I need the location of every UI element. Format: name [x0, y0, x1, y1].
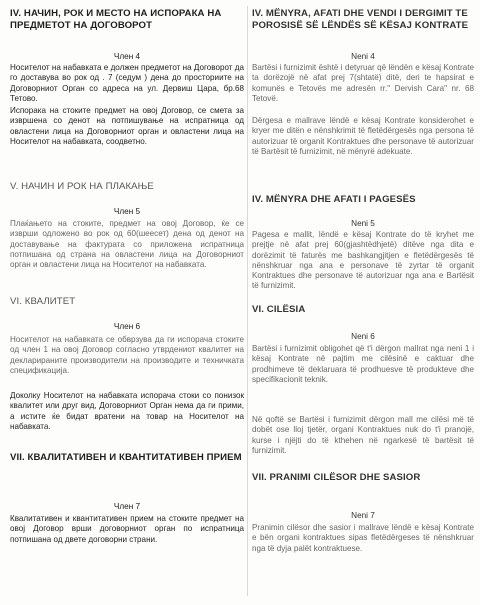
article-7-title: Член 7 [113, 502, 141, 511]
article-4-title: Член 4 [113, 52, 141, 61]
article-5-title: Член 5 [113, 207, 141, 216]
article-7-title-albanian: Neni 7 [351, 511, 375, 520]
article-4-paragraph-1-albanian: Bartësi i furnizimit është i detyruar që lëndën e kësaj Kontrate ta dorëzojë në afat prej 7(shtatë) ditë, deri te hapsirat e komunës e Tetovës me adresën rr." Dervish Cara" nr. 68 Tetovë. [252, 63, 474, 103]
section-6-heading-albanian: VI. CILËSIA [252, 304, 306, 315]
article-6-paragraph-2: Доколку Носителот на набавката испорача стоки со понизок квалитет или друг вид, Договорниот Орган нема да ги прими, а истите ќе бидат вратени на товар на Носителот на набавката. [10, 391, 244, 431]
section-5-heading: V. НАЧИН И РОК НА ПЛАКАЊЕ [10, 181, 154, 192]
article-4-paragraph-1: Носителот на набавката е должен предметот на Договорот да го доставува во рок од . 7 (седум ) дена до просториите на Договорниот Орган со адреса на ул. Дервиш Цара, бр.68 Тетово. [10, 63, 244, 103]
article-5-paragraph-1: Плаќањето на стоките, предмет на овој Договор, ќе се изврши одложено во рок од 60(шеесет) дена од денот на доставување на фактурата со приложена испратница потпишана од страна на овластени лица на Договорниот орган и овластени лица на Носителот на набавката. [10, 219, 244, 270]
article-7-paragraph-1: Квалитативен и квантитативен прием на стоките предмет на овој Договор врши договорниот орган по испратница потпишана од двете договорни страни. [10, 514, 244, 544]
article-5-title-albanian: Neni 5 [351, 219, 375, 228]
section-7-heading-albanian: VII. PRANIMI CILËSOR DHE SASIOR [252, 472, 421, 483]
section-6-heading: VI. КВАЛИТЕТ [10, 296, 76, 307]
article-6-paragraph-2-albanian: Në qoftë se Bartësi i furnizimit dërgon mall me cilësi më të dobët ose lloj tjetër, organi Kontraktues nuk do t'i pranojë, kurse i njëjti do të kthehen në ngarkesë të bartësit të furnizimit. [252, 415, 474, 455]
column-divider [247, 6, 248, 596]
article-5-paragraph-1-albanian: Pagesa e mallit, lëndë e kësaj Kontrate do të kryhet me prejtje në afat prej 60(gjashtëdhjetë) ditëve nga dita e dorëzimit të faturës me bashkangjitjen e fletëdërgesës të nënshkruar nga ana e personave të zyrtar të organit Kontraktues dhe personave të autorizuar nga ana e Bartësit të furnizimit. [252, 230, 474, 291]
article-4-paragraph-2: Испорака на стоките предмет на овој Договор, се смета за извршена со денот на потпишување на испратница од овластени лица на Договорниот орган и овластени лица на Носителот на набавката, соодветно. [10, 106, 244, 146]
article-7-paragraph-1-albanian: Pranimin cilësor dhe sasior i mallrave lëndë e kësaj Kontrate e bën organi kontraktues sipas fletëdërgeses të nënshkruar nga të dyja palët kontraktuese. [252, 523, 474, 553]
article-4-paragraph-2-albanian: Dërgesa e mallrave lëndë e kësaj Kontrate konsiderohet e kryer me ditën e nënshkrimit të fletëdërgesës nga persona të autorizuar të organit Kontraktues dhe personave të autorizuar të Bartësit të furnizimit, në mënyrë adekuate. [252, 116, 474, 156]
section-4-heading-albanian: IV. MËNYRA, AFATI DHE VENDI I DERGIMIT TE POROSISË SË LËNDËS SË KËSAJ KONTRATE [252, 8, 469, 31]
section-4-heading: IV. НАЧИН, РОК И МЕСТО НА ИСПОРАКА НА ПРЕДМЕТОТ НА ДОГОВОРОТ [10, 8, 222, 31]
article-4-title-albanian: Neni 4 [351, 52, 375, 61]
section-5-heading-albanian: IV. MËNYRA DHE AFATI I PAGESËS [252, 194, 416, 205]
article-6-title: Член 6 [113, 322, 141, 331]
article-6-paragraph-1: Носителот на набавката се обврзува да ги испорача стоките од член 1 на овој Договор согласно утврдениот квалитет на декларираните производители на производите и техничката спецификација. [10, 335, 244, 375]
article-6-paragraph-1-albanian: Bartësi i furnizimit obligohet që t'i dërgon mallrat nga neni 1 i kësaj Kontrate në pajtim me cilësinë e caktuar dhe prodhimeve të deklaruara të prodhuesve të produkteve dhe specifikacionit teknik. [252, 344, 474, 384]
section-7-heading: VII. КВАЛИТАТИВЕН И КВАНТИТАТИВЕН ПРИЕМ [10, 452, 242, 463]
article-6-title-albanian: Neni 6 [351, 332, 375, 341]
